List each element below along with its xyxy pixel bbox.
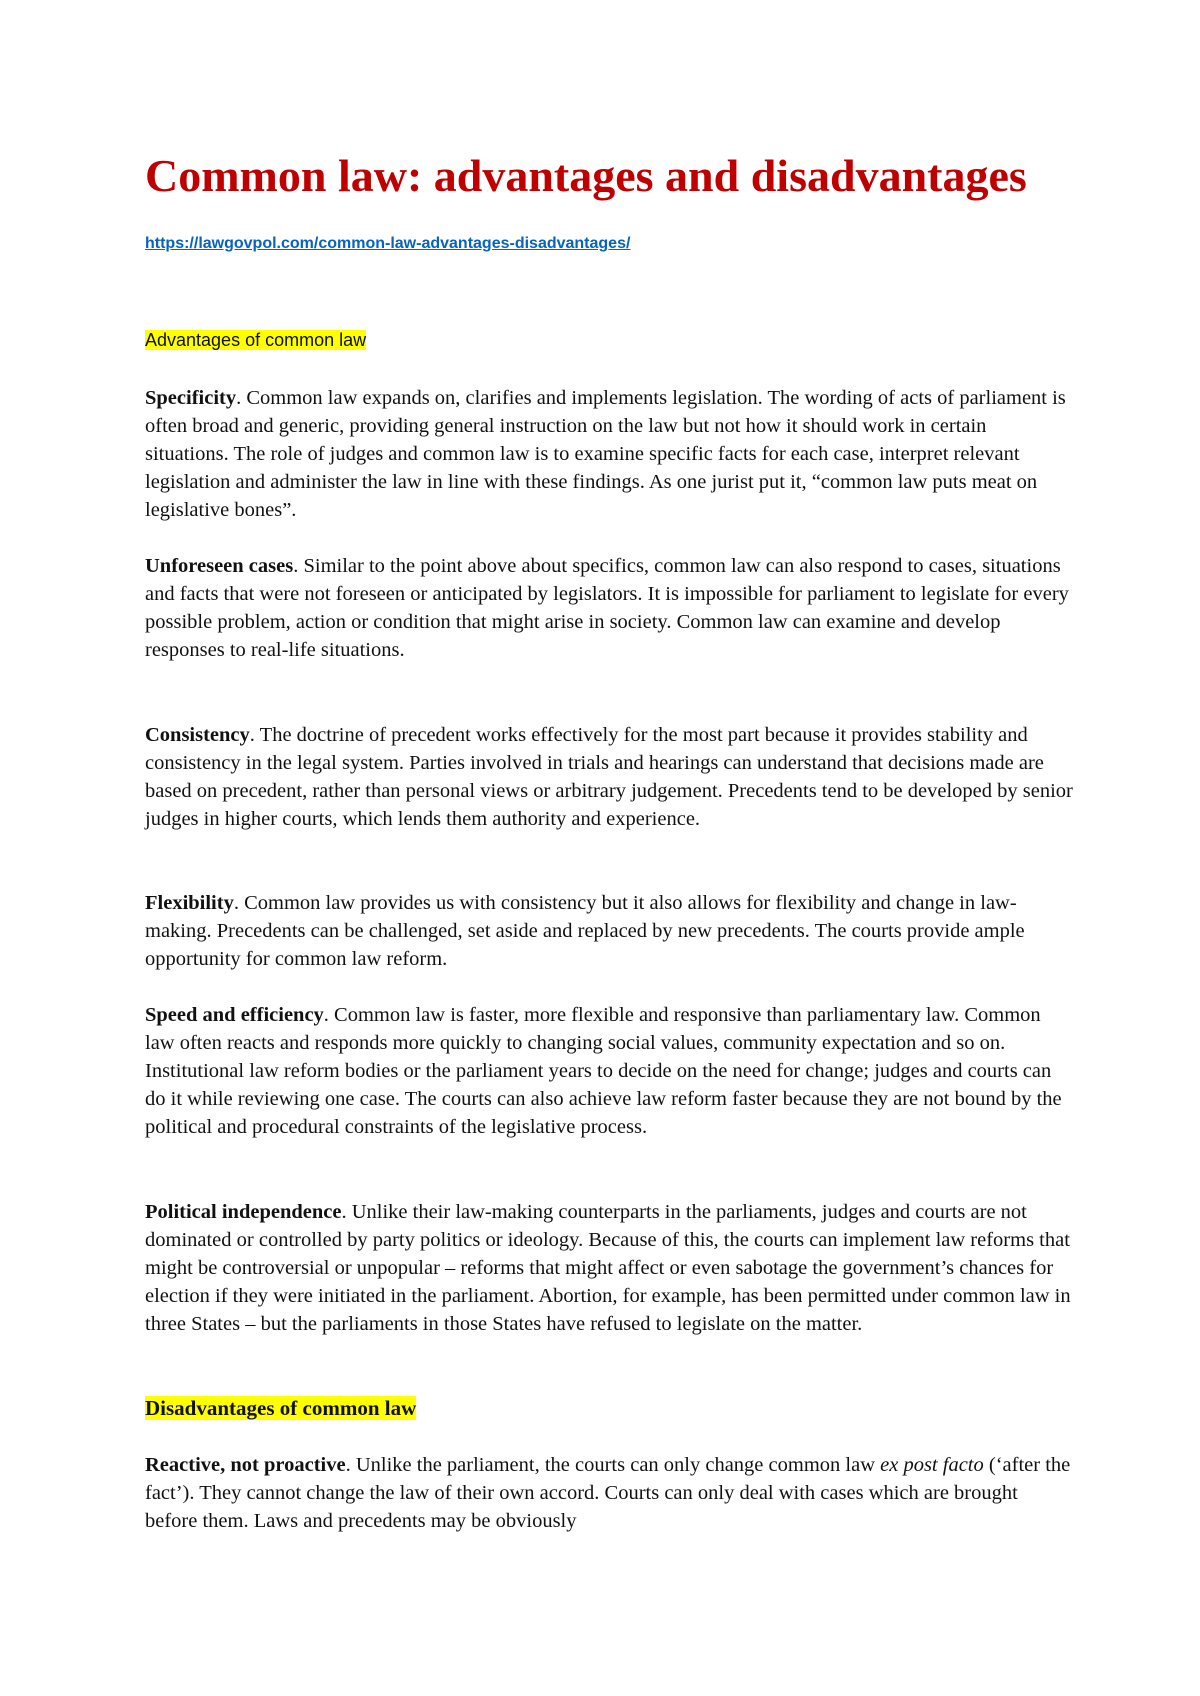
advantages-heading [145, 327, 366, 354]
paragraph-political-independence [145, 1198, 1075, 1338]
text-political-independence: . Unlike their law-making counterparts in the parliaments, judges and courts are not dominated or controlled by party politics or ideology. Because of this, the courts can implement law reforms that might be controversial or unpopular – reforms that might affect or even sabotage the government’s chances for election if they were initiated in the parliament. Abortion, for example, has been permitted under common law in three States – but the parliaments in those States have refused to legislate on the matter. [145, 1201, 1071, 1336]
text-unforeseen-cases: . Similar to the point above about specifics, common law can also respond to cases, situations and facts that were not foreseen or anticipated by legislators. It is impossible for parliament to legislate for every possible problem, action or condition that might arise in society. Common law can examine and develop responses to real-life situations. [145, 555, 1069, 662]
paragraph-consistency [145, 721, 1075, 833]
term-specificity: Specificity [145, 387, 237, 409]
paragraph-reactive-not-proactive [145, 1451, 1075, 1535]
document-title: Common law: advantages and disadvantages [145, 150, 1027, 201]
paragraph-flexibility [145, 889, 1075, 973]
text-reactive-italic: ex post facto [880, 1454, 984, 1476]
advantages-heading-text: Advantages of common law [145, 330, 367, 350]
term-flexibility: Flexibility [145, 892, 234, 914]
term-reactive-not-proactive: Reactive, not proactive [145, 1454, 346, 1476]
text-speed-and-efficiency: . Common law is faster, more flexible and responsive than parliamentary law. Common law often reacts and responds more quickly to changing social values, community expectation and so on. Institutional law reform bodies or the parliament years to decide on the need for change; judges and courts can do it while reviewing one case. The courts can also achieve law reform faster because they are not bound by the political and procedural constraints of the legislative process. [145, 1004, 1062, 1139]
paragraph-unforeseen-cases [145, 552, 1075, 664]
disadvantages-heading [145, 1395, 416, 1422]
text-reactive-after: (‘after the fact’). They cannot change the law of their own accord. Courts can only deal with cases which are brought before them. Laws and precedents may be obviously [145, 1454, 1071, 1533]
term-speed-and-efficiency: Speed and efficiency [145, 1004, 324, 1026]
text-flexibility: . Common law provides us with consistency but it also allows for flexibility and change in law-making. Precedents can be challenged, set aside and replaced by new precedents. The courts provide ample opportunity for common law reform. [145, 892, 1025, 971]
paragraph-speed-and-efficiency [145, 1001, 1075, 1141]
text-reactive-before: . Unlike the parliament, the courts can only change common law [345, 1454, 881, 1476]
text-consistency: . The doctrine of precedent works effectively for the most part because it provides stability and consistency in the legal system. Parties involved in trials and hearings can understand that decisions made are based on precedent, rather than personal views or arbitrary judgement. Precedents tend to be developed by senior judges in higher courts, which lends them authority and experience. [145, 724, 1073, 831]
term-consistency: Consistency [145, 724, 250, 746]
source-link[interactable]: https://lawgovpol.com/common-law-advantages-disadvantages/ [145, 235, 631, 252]
disadvantages-heading-text: Disadvantages of common law [145, 1396, 417, 1420]
paragraph-specificity [145, 384, 1075, 524]
text-specificity: . Common law expands on, clarifies and implements legislation. The wording of acts of parliament is often broad and generic, providing general instruction on the law but not how it should work in certain situations. The role of judges and common law is to examine specific facts for each case, interpret relevant legislation and administer the law in line with these findings. As one jurist put it, “common law puts meat on legislative bones”. [145, 387, 1066, 522]
term-unforeseen-cases: Unforeseen cases [145, 555, 294, 577]
term-political-independence: Political independence [145, 1201, 342, 1223]
